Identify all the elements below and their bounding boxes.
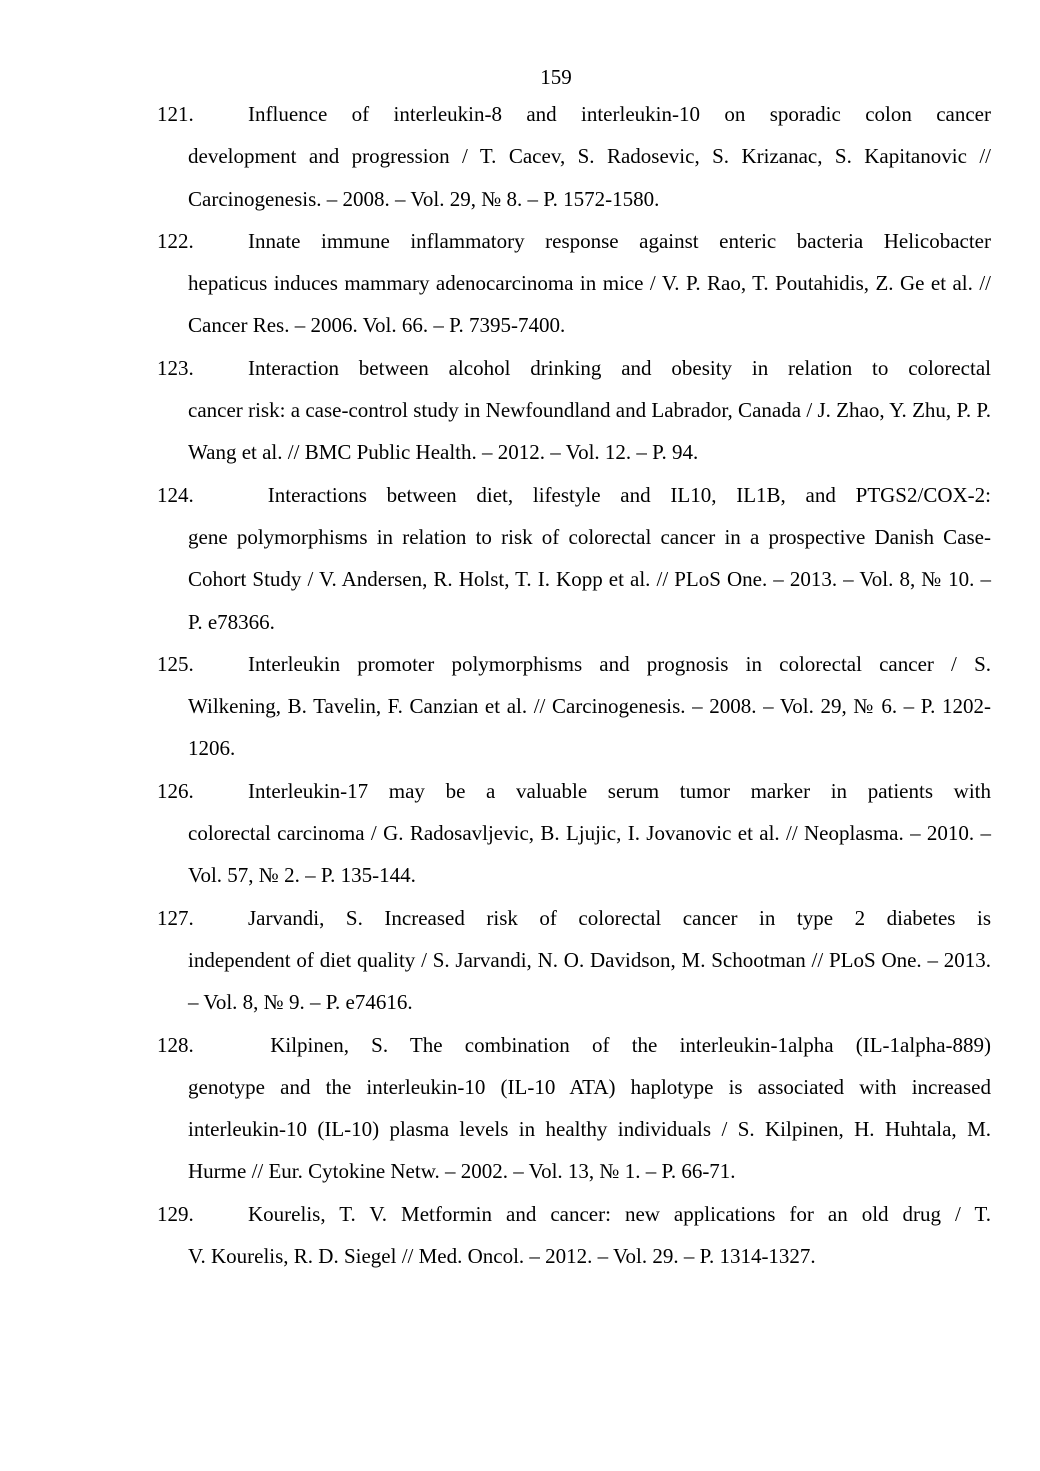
reference-number: 122. [157,228,194,253]
reference-first-line [157,1024,991,1066]
reference-number: 129. [157,1201,194,1226]
reference-text: V. Kourelis, R. D. Siegel // Med. Oncol. – 2012. – Vol. 29. – P. 1314-1327. [188,1244,816,1269]
reference-text: Wilkening, B. Tavelin, F. Canzian et al. // Carcinogenesis. – 2008. – Vol. 29, № 6. – P. 1202-1206. [188,694,991,761]
reference-text: colorectal carcinoma / G. Radosavljevic, B. Ljujic, I. Jovanovic et al. // Neoplasma. – 2010. – Vol. 57, № 2. – P. 135-144. [188,821,991,888]
reference-number: 124. [157,482,194,507]
reference-number: 126. [157,778,194,803]
reference-item [157,220,991,347]
reference-item [157,93,991,220]
reference-list [157,93,991,1277]
reference-lead-text: Interleukin-17 may be a valuable serum tumor marker in patients with [248,778,991,803]
reference-text: gene polymorphisms in relation to risk of colorectal cancer in a prospective Danish Case-Cohort Study / V. Andersen, R. Holst, T. I. Kopp et al. // PLoS One. – 2013. – Vol. 8, № 10. – P. e78366. [188,524,991,634]
reference-item [157,897,991,1024]
reference-number: 121. [157,102,194,126]
reference-number: 127. [157,905,194,930]
reference-lead-text: Kourelis, T. V. Metformin and cancer: new applications for an old drug / T. [248,1201,991,1226]
reference-number: 123. [157,355,194,380]
reference-number: 128. [157,1032,194,1057]
reference-lead-text: Kilpinen, S. The combination of the interleukin-1alpha (IL-1alpha-889) [248,1032,991,1057]
reference-lead-text: Innate immune inflammatory response against enteric bacteria Helicobacter [248,228,991,253]
reference-lead-text: Influence of interleukin-8 and interleukin-10 on sporadic colon cancer [248,102,991,126]
reference-item [157,770,991,897]
reference-first-line [157,897,991,939]
reference-first-line [157,347,991,389]
reference-item [157,1024,991,1193]
reference-text: genotype and the interleukin-10 (IL-10 ATA) haplotype is associated with increased interleukin-10 (IL-10) plasma levels in healthy individuals / S. Kilpinen, H. Huhtala, M. Hurme // Eur. Cytokine Netw. – 2002. – Vol. 13, № 1. – P. 66-71. [188,1074,991,1184]
reference-lead-text: Interactions between diet, lifestyle and IL10, IL1B, and PTGS2/COX-2: [248,482,991,507]
reference-first-line [157,770,991,812]
reference-item [157,1193,991,1278]
reference-first-line [157,643,991,685]
reference-item [157,643,991,770]
reference-text: cancer risk: a case-control study in Newfoundland and Labrador, Canada / J. Zhao, Y. Zhu, P. P. Wang et al. // BMC Public Health. – 2012. – Vol. 12. – P. 94. [188,398,991,465]
reference-first-line [157,220,991,262]
page-number: 159 [540,65,572,89]
reference-lead-text: Jarvandi, S. Increased risk of colorectal cancer in type 2 diabetes is [248,905,991,930]
reference-lead-text: Interleukin promoter polymorphisms and prognosis in colorectal cancer / S. [248,651,991,676]
reference-first-line [157,474,991,516]
reference-text: independent of diet quality / S. Jarvandi, N. O. Davidson, M. Schootman // PLoS One. – 2013. – Vol. 8, № 9. – P. e74616. [188,947,991,1015]
reference-number: 125. [157,651,194,676]
reference-text: hepaticus induces mammary adenocarcinoma in mice / V. P. Rao, T. Poutahidis, Z. Ge et al. // Cancer Res. – 2006. Vol. 66. – P. 7395-7400. [188,271,991,338]
reference-first-line [157,1193,991,1235]
reference-item [157,474,991,643]
reference-first-line [157,93,991,135]
reference-lead-text: Interaction between alcohol drinking and obesity in relation to colorectal [248,355,991,380]
reference-item [157,347,991,474]
reference-text: development and progression / T. Cacev, S. Radosevic, S. Krizanac, S. Kapitanovic // Carcinogenesis. – 2008. – Vol. 29, № 8. – P. 1572-1580. [188,144,991,211]
